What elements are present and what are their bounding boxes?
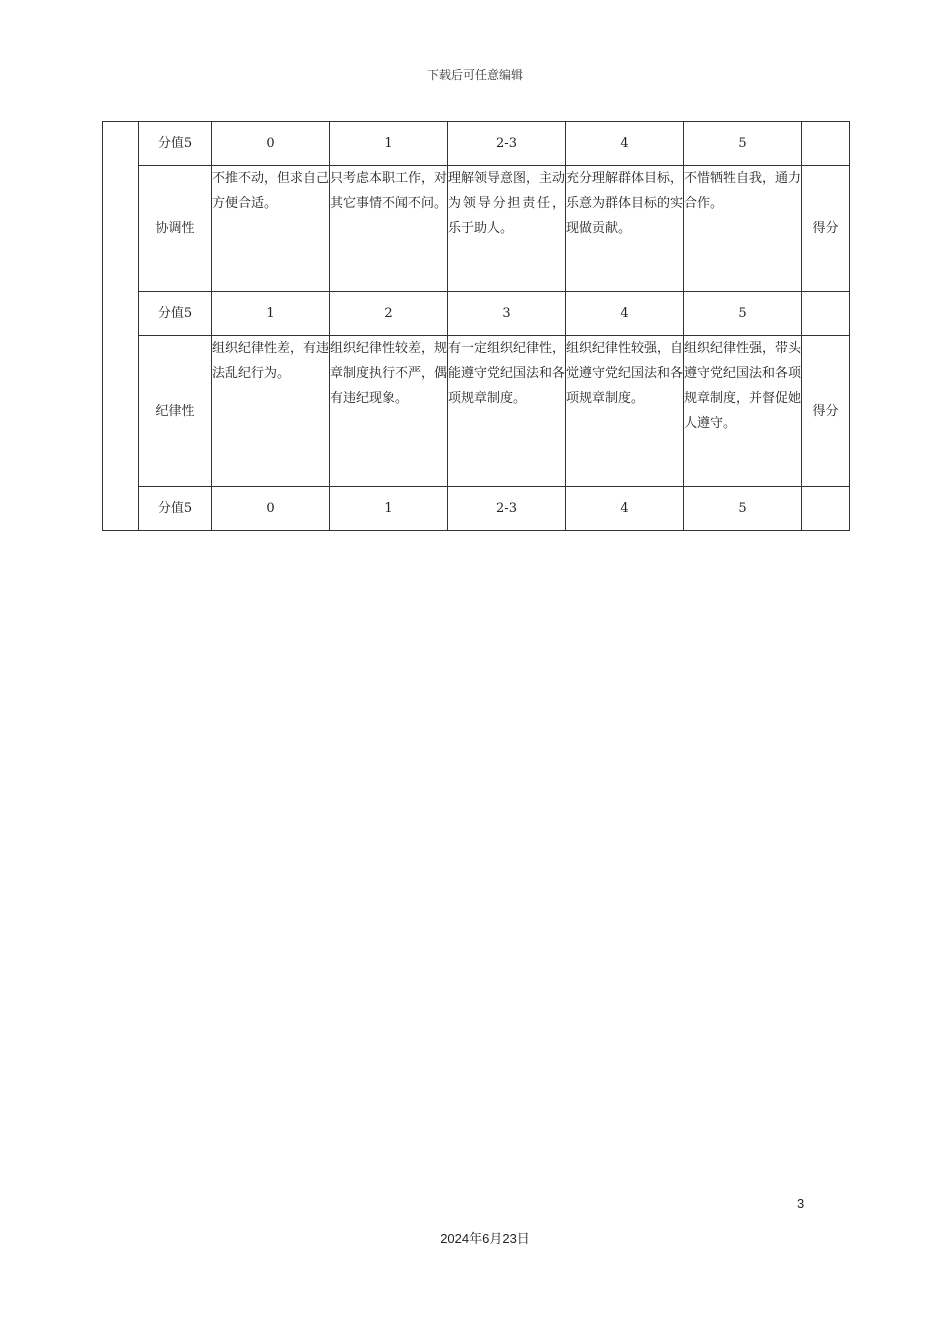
- score-value: 3: [448, 292, 566, 336]
- level-description: 不惜牺牲自我，通力合作。: [684, 166, 802, 292]
- score-entry-cell[interactable]: [802, 487, 850, 531]
- page-number: 3: [797, 1196, 805, 1211]
- footer-date: 2024年6月23日: [440, 1231, 530, 1246]
- table-row: [103, 336, 850, 487]
- level-description: 组织纪律性较强，自觉遵守党纪国法和各项规章制度。: [566, 336, 684, 487]
- score-value: 1: [212, 292, 330, 336]
- score-value: 2-3: [448, 487, 566, 531]
- criterion-label: 协调性: [139, 166, 212, 292]
- category-cell: [103, 122, 139, 531]
- score-value: 0: [212, 122, 330, 166]
- score-scale-label: 分值5: [139, 122, 212, 166]
- table-row: [103, 292, 850, 336]
- score-value: 4: [566, 292, 684, 336]
- level-description: 只考虑本职工作，对其它事情不闻不问。: [330, 166, 448, 292]
- score-entry-cell[interactable]: [802, 122, 850, 166]
- evaluation-table: [102, 121, 850, 531]
- score-value: 4: [566, 122, 684, 166]
- score-label[interactable]: 得分: [802, 166, 850, 292]
- level-description: 组织纪律性差，有违法乱纪行为。: [212, 336, 330, 487]
- level-description: 组织纪律性强，带头遵守党纪国法和各项规章制度，并督促她人遵守。: [684, 336, 802, 487]
- score-scale-label: 分值5: [139, 292, 212, 336]
- criterion-label: 纪律性: [139, 336, 212, 487]
- level-description: 组织纪律性较差，规章制度执行不严，偶有违纪现象。: [330, 336, 448, 487]
- score-scale-label: 分值5: [139, 487, 212, 531]
- table-row: [103, 122, 850, 166]
- score-value: 4: [566, 487, 684, 531]
- level-description: 有一定组织纪律性，能遵守党纪国法和各项规章制度。: [448, 336, 566, 487]
- level-description: 不推不动，但求自己方便合适。: [212, 166, 330, 292]
- score-value: 2-3: [448, 122, 566, 166]
- level-description: 理解领导意图，主动为领导分担责任， 乐于助人。: [448, 166, 566, 292]
- score-value: 5: [684, 122, 802, 166]
- table-row: [103, 166, 850, 292]
- score-value: 1: [330, 122, 448, 166]
- score-value: 5: [684, 487, 802, 531]
- header-note: 下载后可任意编辑: [426, 68, 523, 82]
- score-value: 2: [330, 292, 448, 336]
- score-entry-cell[interactable]: [802, 292, 850, 336]
- score-label[interactable]: 得分: [802, 336, 850, 487]
- score-value: 1: [330, 487, 448, 531]
- score-value: 0: [212, 487, 330, 531]
- table-row: [103, 487, 850, 531]
- level-description: 充分理解群体目标，乐意为群体目标的实现做贡献。: [566, 166, 684, 292]
- score-value: 5: [684, 292, 802, 336]
